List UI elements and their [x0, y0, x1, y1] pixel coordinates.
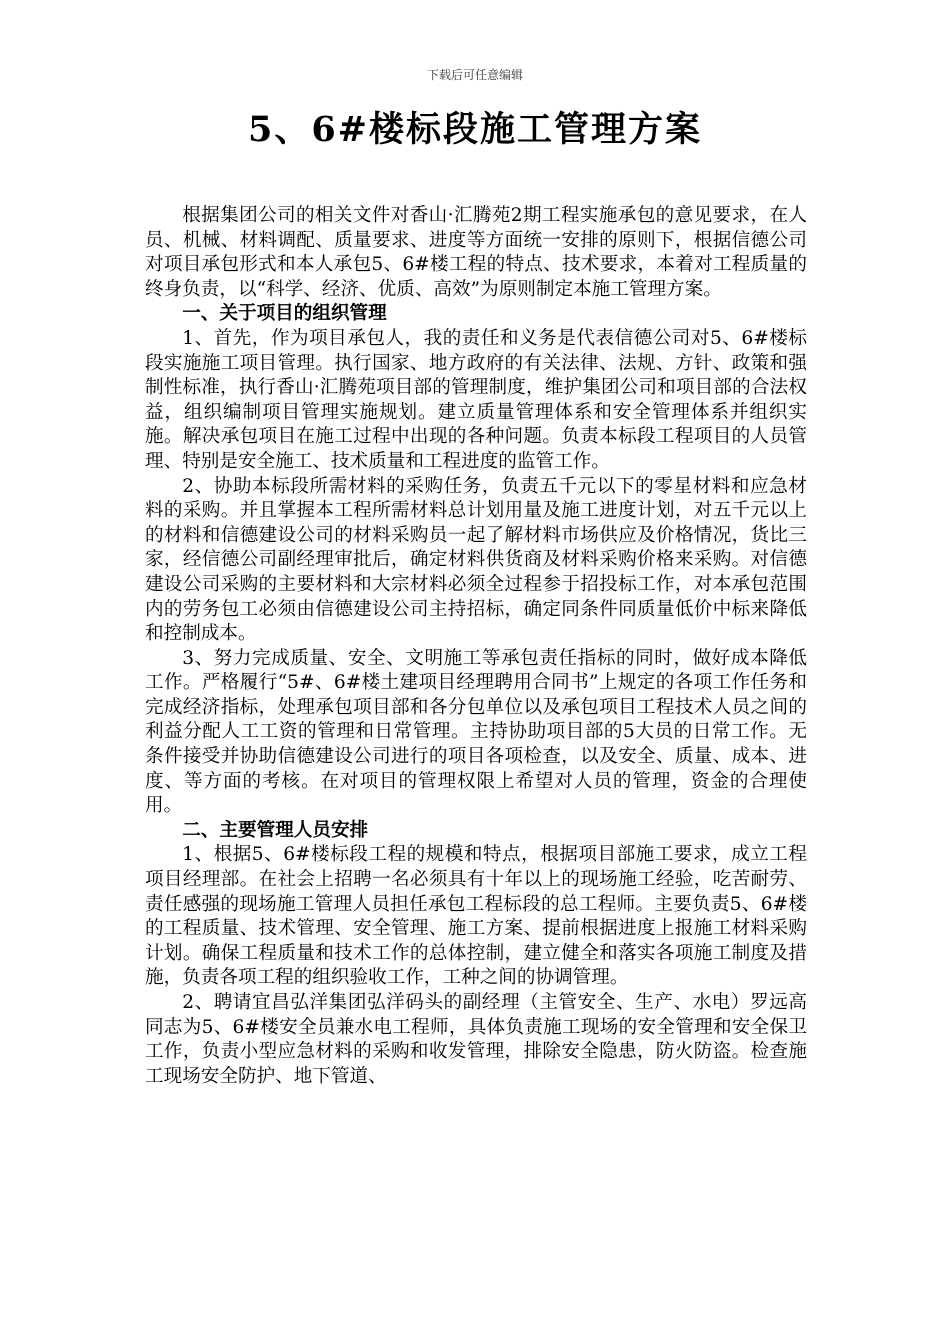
document-title: 5、6#楼标段施工管理方案 — [247, 109, 703, 150]
document-body — [145, 204, 807, 1089]
intro-paragraph: 根据集团公司的相关文件对香山·汇腾苑2期工程实施承包的意见要求，在人员、机械、材料调配、质量要求、进度等方面统一安排的原则下，根据信德公司对项目承包形式和本人承包5、6#楼工程的特点、技术要求，本着对工程质量的终身负责，以“科学、经济、优质、高效”为原则制定本施工管理方案。 — [145, 205, 807, 300]
section-heading-organization: 一、关于项目的组织管理 — [182, 303, 387, 325]
header-note: 下载后可任意编辑 — [426, 68, 523, 82]
paragraph-org-1: 1、首先，作为项目承包人，我的责任和义务是代表信德公司对5、6#楼标段实施施工项目管理。执行国家、地方政府的有关法律、法规、方针、政策和强制性标准，执行香山·汇腾苑项目部的管理制度，维护集团公司和项目部的合法权益，组织编制项目管理实施规划。建立质量管理体系和安全管理体系并组织实施。解决承包项目在施工过程中出现的各种问题。负责本标段工程项目的人员管理、特别是安全施工、技术质量和工程进度的监管工作。 — [145, 327, 807, 472]
paragraph-personnel-2: 2、聘请宜昌弘洋集团弘洋码头的副经理（主管安全、生产、水电）罗远高同志为5、6#楼安全员兼水电工程师，具体负责施工现场的安全管理和安全保卫工作，负责小型应急材料的采购和收发管理，排除安全隐患，防火防盗。检查施工现场安全防护、地下管道、 — [145, 992, 807, 1087]
paragraph-org-3: 3、努力完成质量、安全、文明施工等承包责任指标的同时，做好成本降低工作。严格履行“5#、6#楼土建项目经理聘用合同书”上规定的各项工作任务和完成经济指标，处理承包项目部和各分包单位以及承包项目工程技术人员之间的利益分配人工工资的管理和日常管理。主持协助项目部的5大员的日常工作。无条件接受并协助信德建设公司进行的项目各项检查，以及安全、质量、成本、进度、等方面的考核。在对项目的管理权限上希望对人员的管理，资金的合理使用。 — [145, 647, 807, 817]
section-heading-personnel: 二、主要管理人员安排 — [182, 819, 369, 841]
paragraph-personnel-1: 1、根据5、6#楼标段工程的规模和特点，根据项目部施工要求，成立工程项目经理部。在社会上招聘一名必须具有十年以上的现场施工经验，吃苦耐劳、责任感强的现场施工管理人员担任承包工程标段的总工程师。主要负责5、6#楼的工程质量、技术管理、安全管理、施工方案、提前根据进度上报施工材料采购计划。确保工程质量和技术工作的总体控制，建立健全和落实各项施工制度及措施，负责各项工程的组织验收工作，工种之间的协调管理。 — [145, 844, 807, 989]
paragraph-org-2: 2、协助本标段所需材料的采购任务，负责五千元以下的零星材料和应急材料的采购。并且掌握本工程所需材料总计划用量及施工进度计划，对五千元以上的材料和信德建设公司的材料采购员一起了解材料市场供应及价格情况，货比三家，经信德公司副经理审批后，确定材料供货商及材料采购价格来采购。对信德建设公司采购的主要材料和大宗材料必须全过程参于招投标工作，对本承包范围内的劳务包工必须由信德建设公司主持招标，确定同条件同质量低价中标来降低和控制成本。 — [145, 475, 807, 645]
